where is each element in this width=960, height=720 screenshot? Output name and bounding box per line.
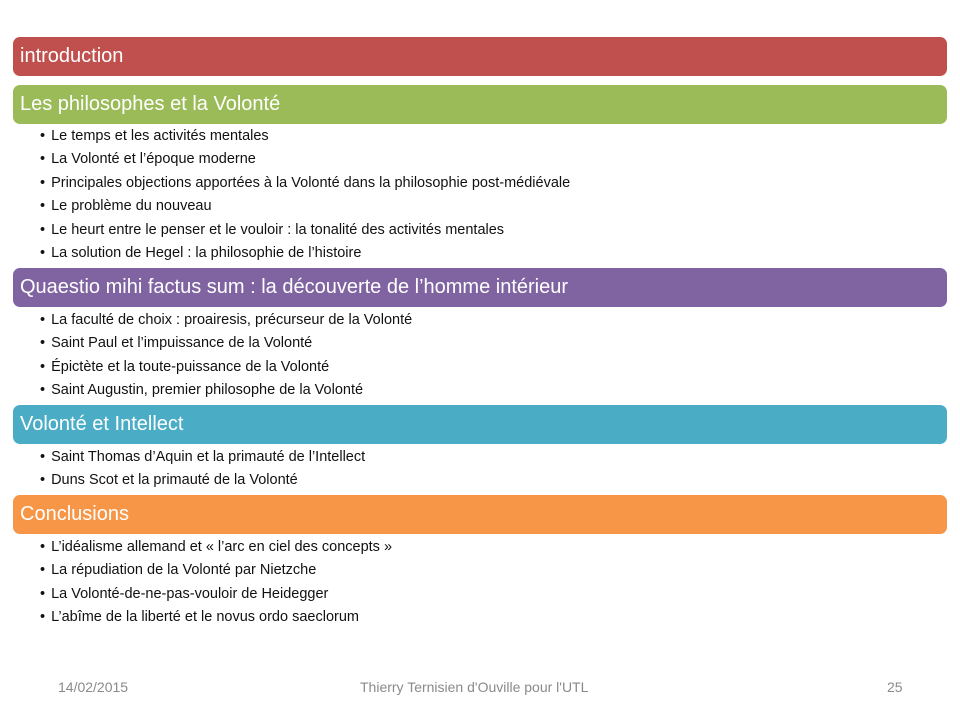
list-item: • La répudiation de la Volonté par Nietzche [40,559,392,582]
list-item: • Principales objections apportées à la Volonté dans la philosophie post-médiévale [40,172,570,195]
section-list-questio [40,309,412,403]
list-item: • La solution de Hegel : la philosophie de l’histoire [40,242,570,265]
list-item: • L’idéalisme allemand et « l’arc en ciel des concepts » [40,536,392,559]
list-item: • Épictète et la toute-puissance de la Volonté [40,356,412,379]
list-item: • La faculté de choix : proairesis, précurseur de la Volonté [40,309,412,332]
footer-author: Thierry Ternisien d'Ouville pour l'UTL [360,679,589,695]
list-item: • Saint Thomas d’Aquin et la primauté de l’Intellect [40,446,365,469]
section-list-conclusions [40,536,392,630]
list-item: • Saint Augustin, premier philosophe de la Volonté [40,379,412,402]
section-header-intellect: Volonté et Intellect [13,405,947,444]
footer-date: 14/02/2015 [58,679,129,695]
section-header-questio: Quaestio mihi factus sum : la découverte de l’homme intérieur [13,268,947,307]
list-item: • La Volonté-de-ne-pas-vouloir de Heidegger [40,583,392,606]
list-item: • La Volonté et l’époque moderne [40,148,570,171]
section-list-philosophes [40,125,570,265]
section-list-intellect [40,446,365,493]
list-item: • L’abîme de la liberté et le novus ordo saeclorum [40,606,392,629]
list-item: • Duns Scot et la primauté de la Volonté [40,469,365,492]
list-item: • Le heurt entre le penser et le vouloir : la tonalité des activités mentales [40,219,570,242]
list-item: • Le problème du nouveau [40,195,570,218]
section-header-conclusions: Conclusions [13,495,947,534]
list-item: • Le temps et les activités mentales [40,125,570,148]
footer-page-number: 25 [887,679,903,695]
section-header-philosophes: Les philosophes et la Volonté [13,85,947,124]
section-header-introduction: introduction [13,37,947,76]
list-item: • Saint Paul et l’impuissance de la Volonté [40,332,412,355]
